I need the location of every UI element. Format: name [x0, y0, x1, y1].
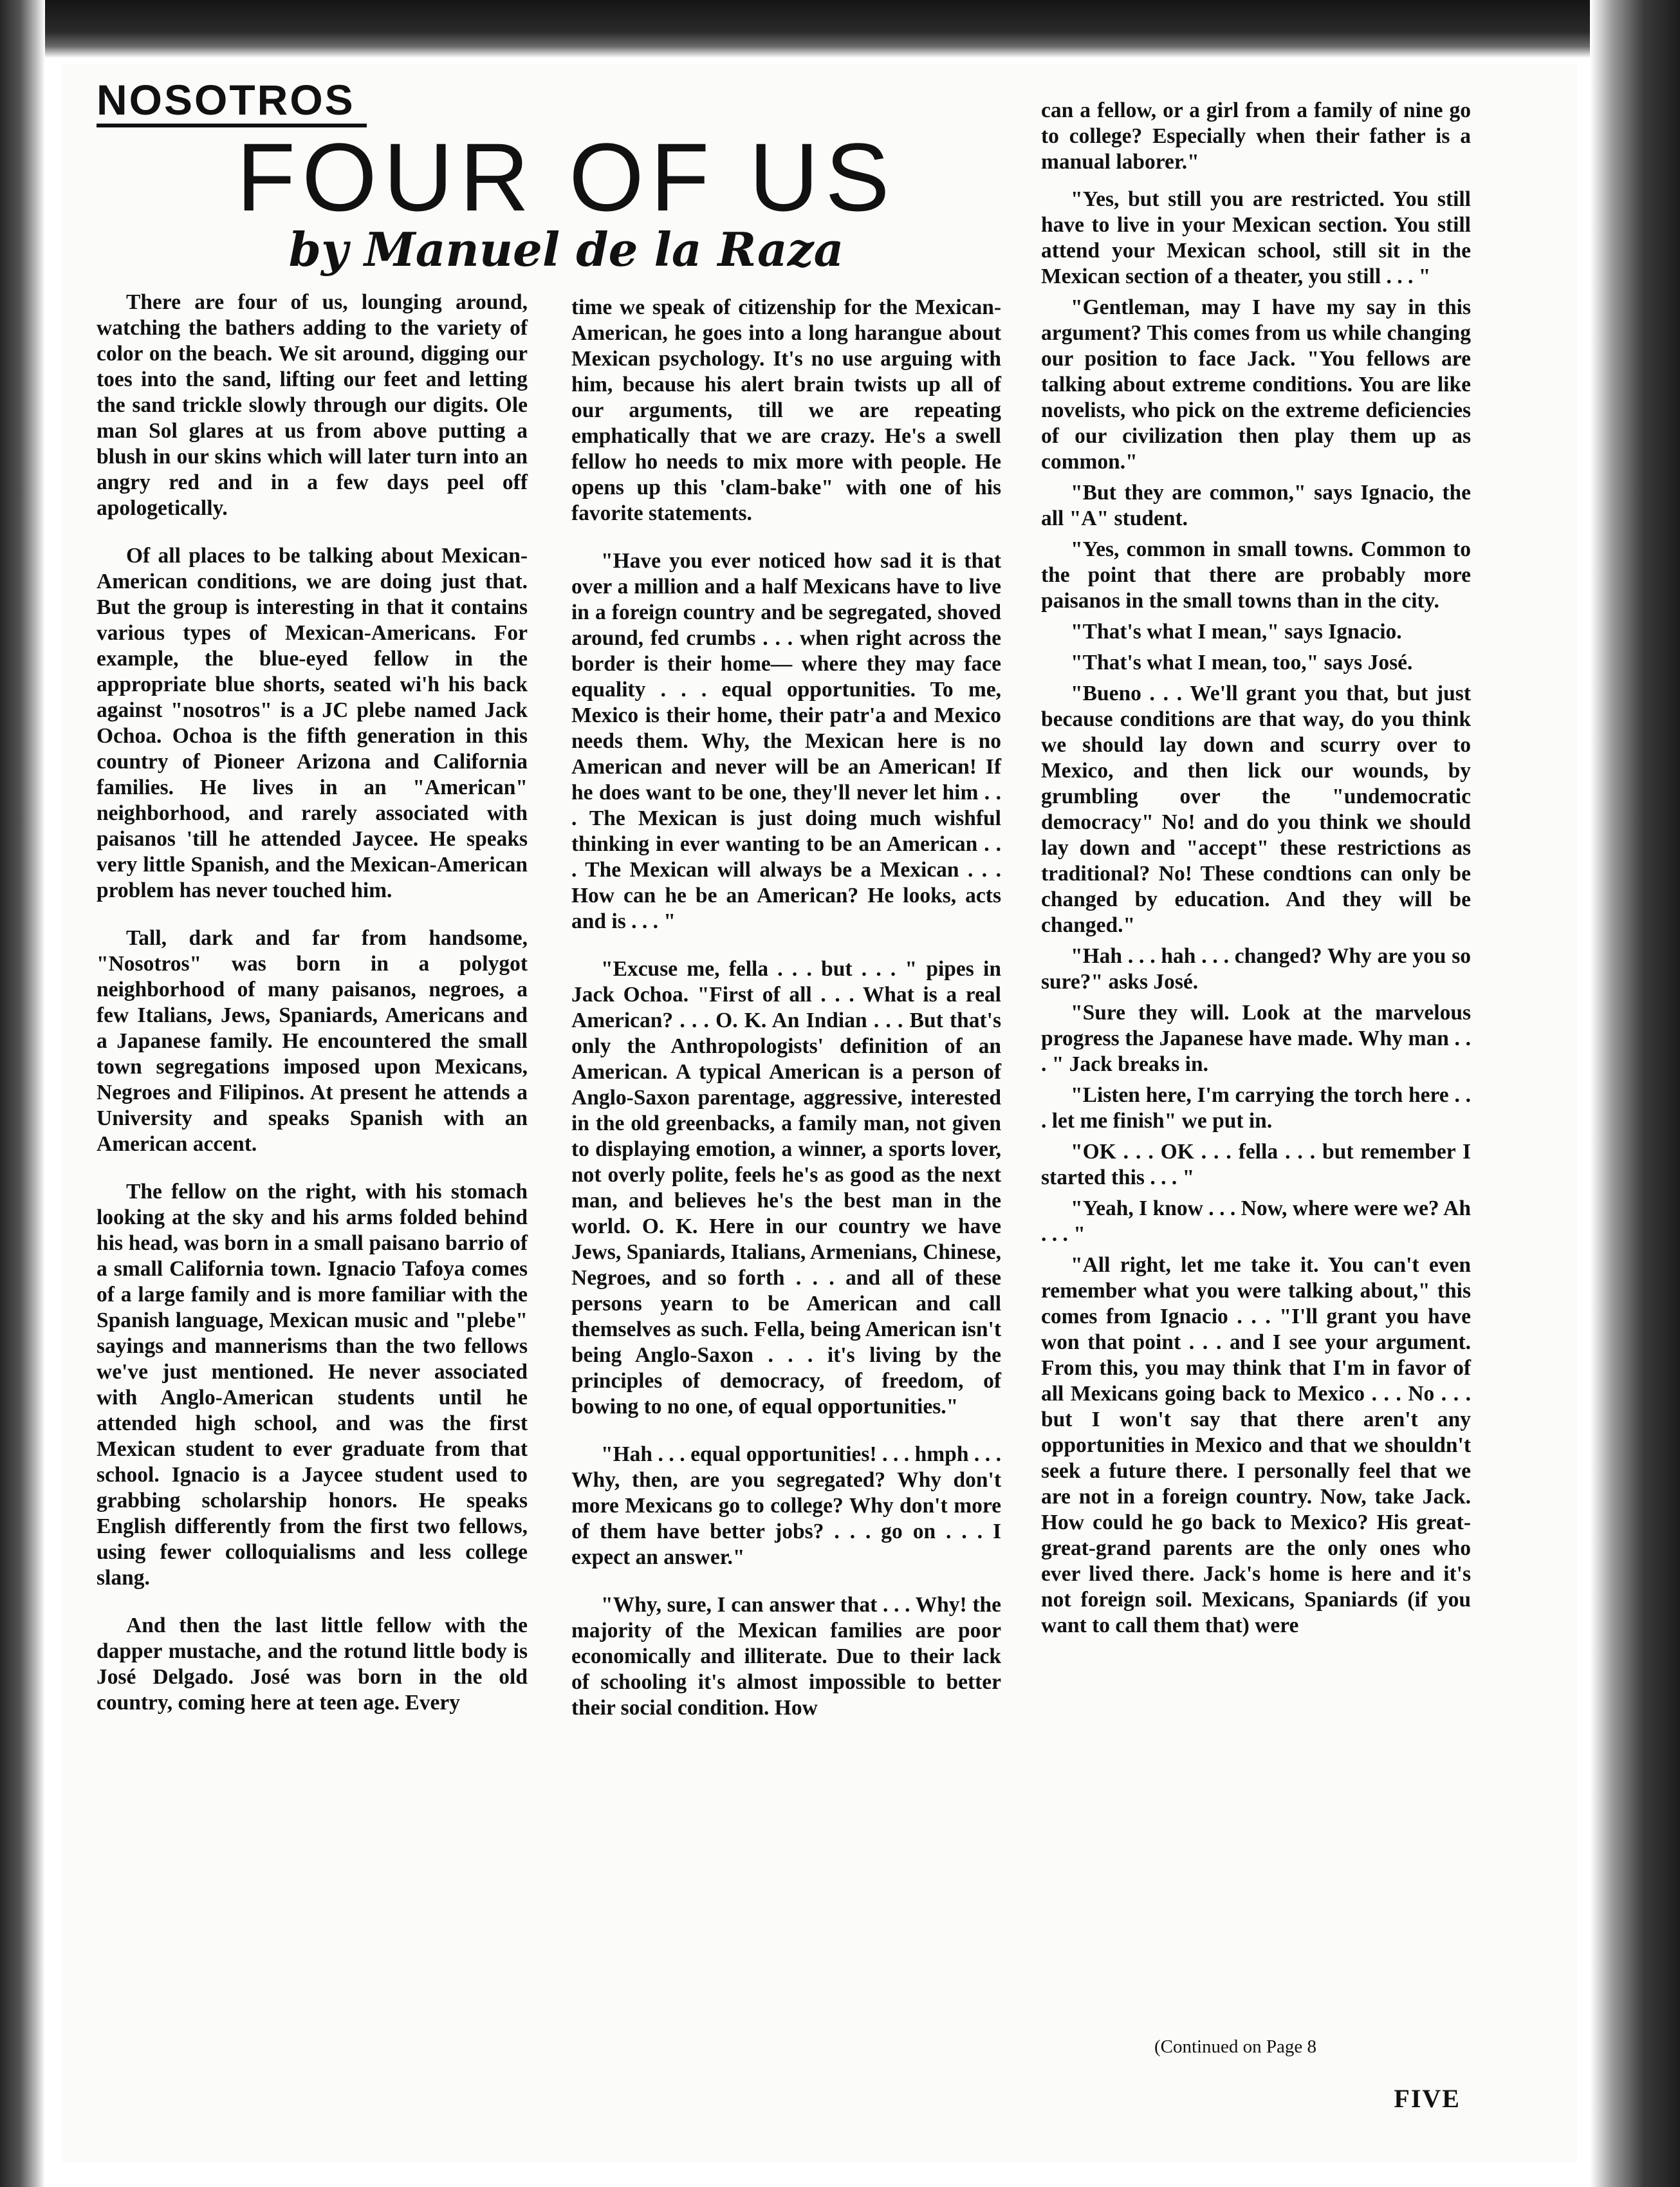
paragraph: Tall, dark and far from handsome, "Nosotros" was born in a polygot neighborhood of many paisanos, negroes, a few Italians, Jews, Spaniards, Americans and a Japanese family. He encountered the small town segregations imposed upon Mexicans, Negroes and Filipinos. At present he attends a University and speaks Spanish with an American accent.	[97, 926, 528, 1156]
paragraph: "Hah . . . hah . . . changed? Why are you so sure?" asks José.	[1041, 944, 1471, 994]
paragraph: And then the last little fellow with the dapper mustache, and the rotund little body is José Delgado. José was born in the old country, coming here at teen age. Every	[97, 1614, 528, 1715]
paragraph: time we speak of citizenship for the Mexican-American, he goes into a long harangue about Mexican psychology. It's no use arguing with him, because his alert brain twists up all of our arguments, till we are repeating emphatically that we are crazy. He's a swell fellow ho needs to mix more with people. He opens up this 'clam-bake" with one of his favorite statements.	[571, 295, 1001, 525]
paragraph: "But they are common," says Ignacio, the all "A" student.	[1041, 481, 1471, 530]
article-column-1	[97, 290, 528, 2053]
paragraph: "Hah . . . equal opportunities! . . . hmph . . . Why, then, are you segregated? Why don't more Mexicans go to college? Why don't more of them have better jobs? . . . go on . . . I expect an answer."	[571, 1442, 1001, 1569]
paragraph: "Why, sure, I can answer that . . . Why! the majority of the Mexican families are poor economically and illiterate. Due to their lack of schooling it's almost impossible to better their social condition. How	[571, 1593, 1001, 1720]
paragraph: "Have you ever noticed how sad it is that over a million and a half Mexicans have to live in a foreign country and be segregated, shoved around, fed crumbs . . . when right across the border is their home— where they may face equality . . . equal opportunities. To me, Mexico is their home, their patr'a and Mexico needs them. Why, the Mexican here is no American and never will be an American! If he does want to be one, they'll never let him . . . The Mexican is just doing much wishful thinking in ever wanting to be an American . . . The Mexican will always be a Mexican . . . How can he be an American? He looks, acts and is . . . "	[571, 549, 1001, 933]
page-number: FIVE	[1394, 2084, 1461, 2113]
continued-note: (Continued on Page 8	[1154, 2036, 1317, 2057]
paragraph: There are four of us, lounging around, watching the bathers adding to the variety of color on the beach. We sit around, digging our toes into the sand, lifting our feet and letting the sand trickle slowly through our digits. Ole man Sol glares at us from above putting a blush in our skins which will later turn into an angry red and in a few days peel off apologetically.	[97, 290, 528, 520]
paragraph: "Listen here, I'm carrying the torch here . . . let me finish" we put in.	[1041, 1083, 1471, 1133]
article-column-2	[571, 295, 1001, 2045]
paragraph: "Bueno . . . We'll grant you that, but just because conditions are that way, do you think we should lay down and scurry over to Mexico, and then lick our wounds, by grumbling over the "undemocratic democracy" No! and do you think we should lay down and "accept" these restrictions as traditional? No! These condtions can only be changed by education. And they will be changed."	[1041, 682, 1471, 937]
paragraph: "Yeah, I know . . . Now, where were we? Ah . . . "	[1041, 1196, 1471, 1246]
paragraph: "Gentleman, may I have my say in this argument? This comes from us while changing our position to face Jack. "You fellows are talking about extreme conditions. You are like novelists, who pick on the extreme deficiencies of our civilization then play them up as common."	[1041, 295, 1471, 474]
paragraph: Of all places to be talking about Mexican-American conditions, we are doing just that. But the group is interesting in that it contains various types of Mexican-Americans. For example, the blue-eyed fellow in the appropriate blue shorts, seated wi'h his back against "nosotros" is a JC plebe named Jack Ochoa. Ochoa is the fifth generation in this country of Pioneer Arizona and California families. He lives in an "American" neighborhood, and rarely associated with paisanos 'till he attended Jaycee. He speaks very little Spanish, and the Mexican-American problem has never touched him.	[97, 544, 528, 902]
paragraph: "Yes, common in small towns. Common to the point that there are probably more paisanos in the small towns than in the city.	[1041, 537, 1471, 613]
scan-shadow-left	[0, 0, 45, 2187]
section-label: NOSOTROS	[97, 79, 367, 127]
article-byline: by Manuel de la Raza	[288, 222, 844, 277]
paragraph: "Sure they will. Look at the marvelous progress the Japanese have made. Why man . . . " Jack breaks in.	[1041, 1001, 1471, 1076]
article-column-3	[1041, 98, 1471, 2029]
paragraph: "All right, let me take it. You can't even remember what you were talking about," this comes from Ignacio . . . "I'll grant you have won that point . . . and I see your argument. From this, you may think that I'm in favor of all Mexicans going back to Mexico . . . No . . . but I won't say that there aren't any opportunities in Mexico and that we shouldn't seek a future there. I personally feel that we are not in a foreign country. Now, take Jack. How could he go back to Mexico? His great-great-grand parents are the only ones who ever lived there. Jack's home is here and it's not foreign soil. Mexicans, Spaniards (if you want to call them that) were	[1041, 1253, 1471, 1637]
paragraph: "OK . . . OK . . . fella . . . but remember I started this . . . "	[1041, 1140, 1471, 1189]
paragraph: "That's what I mean, too," says José.	[1071, 651, 1413, 675]
scan-shadow-right	[1590, 0, 1680, 2187]
paragraph: "Excuse me, fella . . . but . . . " pipes in Jack Ochoa. "First of all . . . What is a real American? . . . O. K. An Indian . . . But that's only the Anthropologists' definition of an American. A typical American is a person of Anglo-Saxon parentage, aggressive, interested in the old greenbacks, a family man, not given to displaying emotion, a winner, a sports lover, not overly polite, feels he's as good as the next man, and believes he's the best man in the world. O. K. Here in our country we have Jews, Spaniards, Italians, Armenians, Chinese, Negroes, and so forth . . . and all of these persons yearn to be American and call themselves as such. Fella, being American isn't being Anglo-Saxon . . . it's living by the principles of democracy, of freedom, of bowing to no one, of equal opportunities."	[571, 957, 1001, 1419]
paragraph: "That's what I mean," says Ignacio.	[1071, 620, 1402, 644]
paragraph: "Yes, but still you are restricted. You still have to live in your Mexican section. You still attend your Mexican school, still sit in the Mexican section of a theater, you still . . . "	[1041, 187, 1471, 288]
article-title: FOUR OF US	[236, 123, 896, 231]
paragraph: can a fellow, or a girl from a family of nine go to college? Especially when their father is a manual laborer."	[1041, 98, 1471, 174]
scan-shadow-top	[0, 0, 1680, 58]
paragraph: The fellow on the right, with his stomach looking at the sky and his arms folded behind his head, was born in a small paisano barrio of a small California town. Ignacio Tafoya comes of a large family and is more familiar with the Spanish language, Mexican music and "plebe" sayings and mannerisms than the two fellows we've just mentioned. He never associated with Anglo-American students until he attended high school, and was the first Mexican student to ever graduate from that school. Ignacio is a Jaycee student used to grabbing scholarship honors. He speaks English differently from the first two fellows, using fewer colloquialisms and less college slang.	[97, 1180, 528, 1590]
